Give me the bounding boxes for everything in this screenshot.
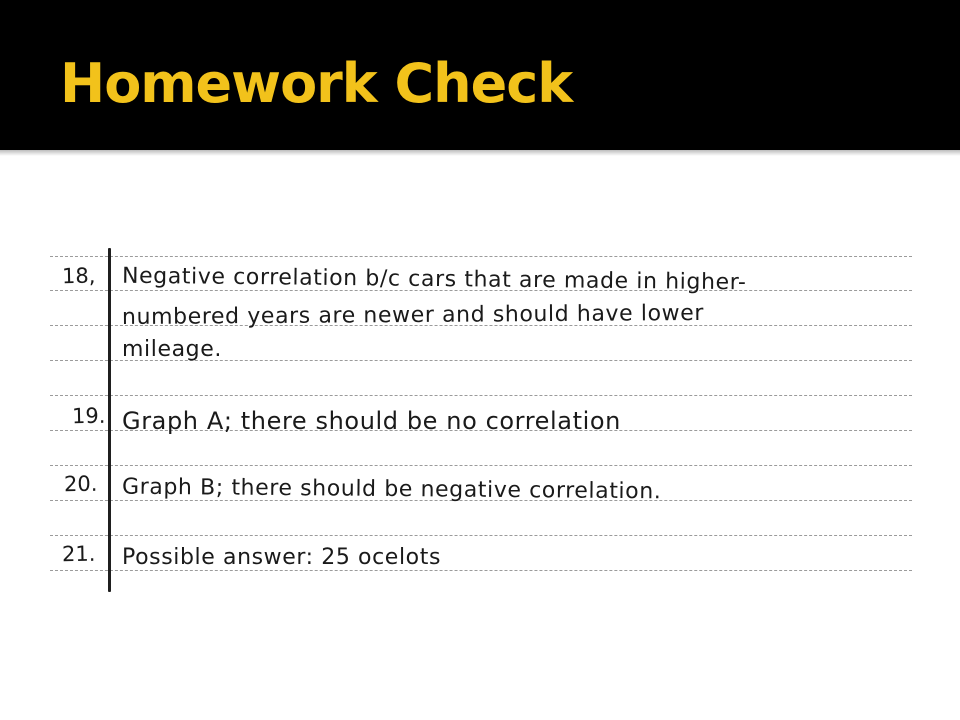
ruled-line <box>50 465 912 466</box>
answer-18-line-3: mileage. <box>122 337 222 362</box>
margin-line <box>108 248 111 592</box>
question-number-19: 19. <box>71 403 106 429</box>
answer-18-line-1: Negative correlation b/c cars that are made in higher- <box>121 263 747 296</box>
answer-20: Graph B; there should be negative correlation. <box>121 474 662 505</box>
answer-21: Possible answer: 25 ocelots <box>122 545 442 570</box>
title-divider <box>0 150 960 156</box>
ruled-line <box>50 256 912 257</box>
question-number-18: 18, <box>61 263 96 289</box>
title-bar <box>0 0 960 150</box>
question-number-21: 21. <box>61 541 96 567</box>
question-number-20: 20. <box>63 471 98 497</box>
answer-18-line-2: numbered years are newer and should have lower <box>121 300 705 331</box>
handwritten-notebook-page <box>50 240 912 600</box>
ruled-line <box>50 395 912 396</box>
slide-title: Homework Check <box>60 52 573 115</box>
answer-19: Graph A; there should be no correlation <box>122 407 621 435</box>
ruled-line <box>50 535 912 536</box>
